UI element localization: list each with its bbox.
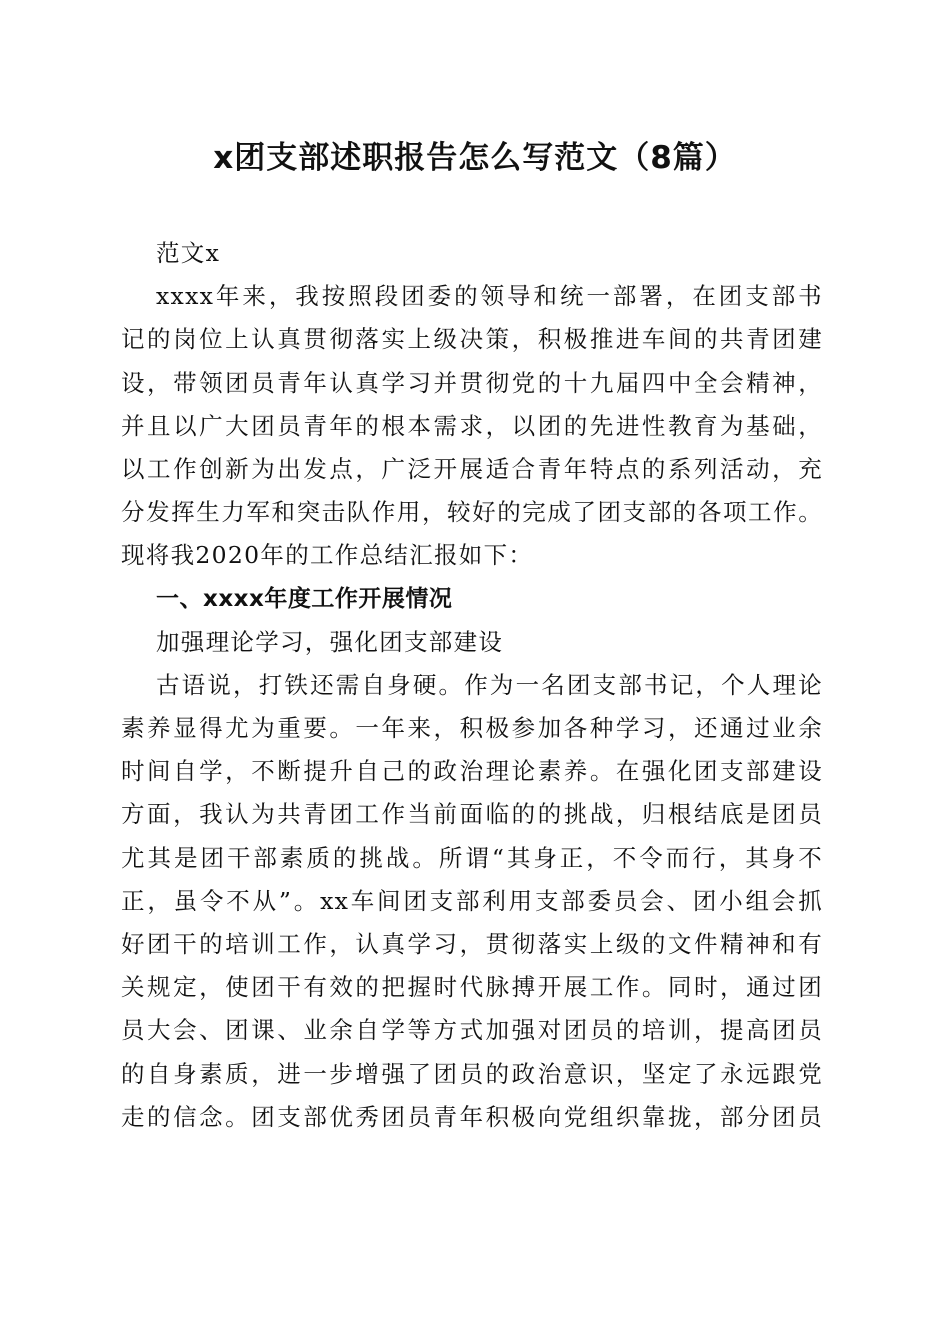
paragraph-line: 好团干的培训工作，认真学习，贯彻落实上级的文件精神和有 xyxy=(121,930,823,958)
paragraph-line: 走的信念。团支部优秀团员青年积极向党组织靠拢，部分团员 xyxy=(121,1102,823,1131)
paragraph-line: 尤其是团干部素质的挑战。所谓“其身正，不令而行，其身不 xyxy=(121,843,823,872)
paragraph-line: 设，带领团员青年认真学习并贯彻党的十九届四中全会精神， xyxy=(121,368,823,397)
paragraph-line: 现将我2020年的工作总结汇报如下： xyxy=(121,541,534,570)
paragraph-line: 正，虽令不从”。xx车间团支部利用支部委员会、团小组会抓 xyxy=(121,886,823,915)
paragraph-line: 以工作创新为出发点，广泛开展适合青年特点的系列活动，充 xyxy=(121,454,823,483)
paragraph-line: 记的岗位上认真贯彻落实上级决策，积极推进车间的共青团建 xyxy=(121,325,823,354)
paragraph-line: xxxx年来，我按照段团委的领导和统一部署，在团支部书 xyxy=(156,282,823,311)
paragraph-line: 分发挥生力军和突击队作用，较好的完成了团支部的各项工作。 xyxy=(121,498,823,527)
sample-label: 范文x xyxy=(156,239,221,267)
subsection-heading: 加强理论学习，强化团支部建设 xyxy=(156,627,504,656)
paragraph-line: 关规定，使团干有效的把握时代脉搏开展工作。同时，通过团 xyxy=(121,973,823,1002)
document-title: x团支部述职报告怎么写范文（8篇） xyxy=(213,140,737,176)
paragraph-line: 时间自学，不断提升自己的政治理论素养。在强化团支部建设 xyxy=(121,757,823,786)
document-body xyxy=(121,232,823,1139)
paragraph-line: 员大会、团课、业余自学等方式加强对团员的培训，提高团员 xyxy=(121,1016,823,1045)
paragraph-line: 古语说，打铁还需自身硬。作为一名团支部书记，个人理论 xyxy=(156,670,823,699)
paragraph-line: 素养显得尤为重要。一年来，积极参加各种学习，还通过业余 xyxy=(121,714,823,743)
section-heading: 一、xxxx年度工作开展情况 xyxy=(156,585,453,612)
paragraph-line: 并且以广大团员青年的根本需求，以团的先进性教育为基础， xyxy=(121,411,823,440)
paragraph-line: 的自身素质，进一步增强了团员的政治意识，坚定了永远跟党 xyxy=(121,1059,823,1088)
paragraph-line: 方面，我认为共青团工作当前面临的的挑战，归根结底是团员 xyxy=(121,800,823,829)
